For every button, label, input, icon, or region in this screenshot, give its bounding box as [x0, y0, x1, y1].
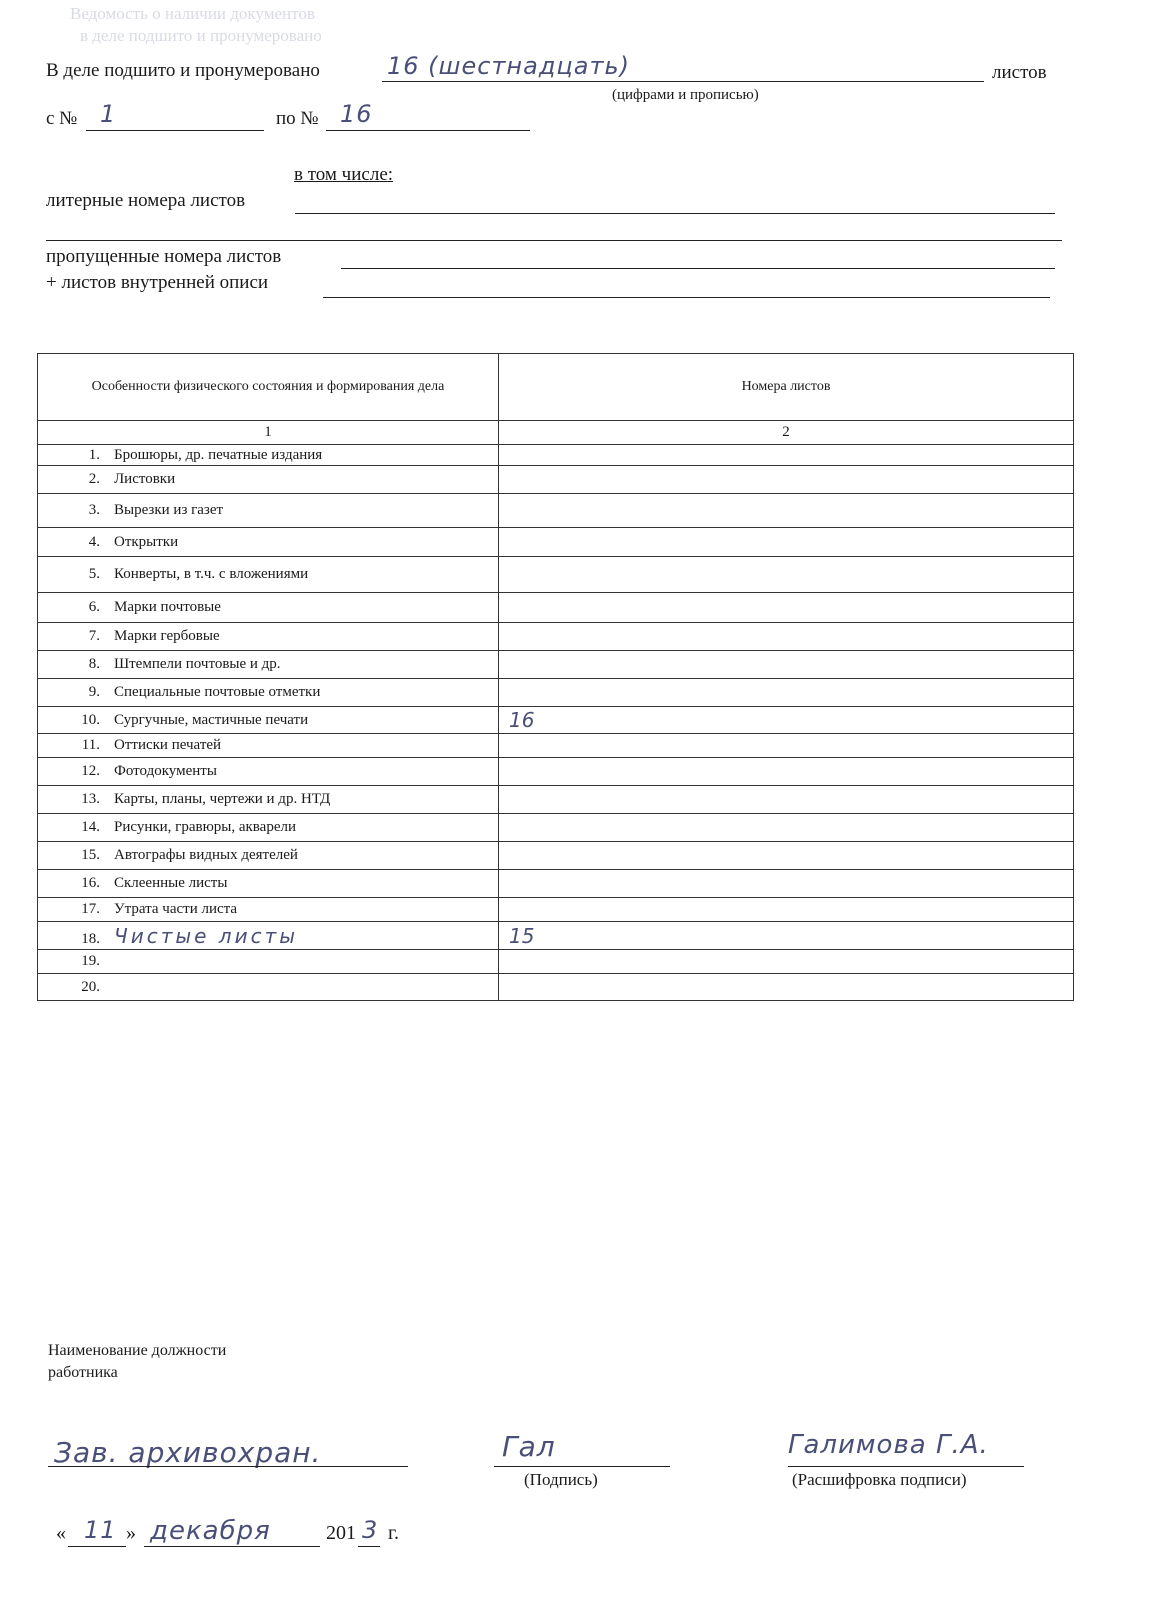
- sheets-count-label: В деле подшито и пронумеровано: [46, 60, 320, 81]
- signature-decode-underline: [788, 1466, 1024, 1467]
- date-close-quote: »: [126, 1522, 136, 1544]
- table-row: [38, 974, 1074, 1001]
- row-label: Конверты, в т.ч. с вложениями: [114, 566, 309, 582]
- features-table: [37, 353, 1074, 1001]
- table-row: [38, 758, 1074, 786]
- internal-inventory-label: + листов внутренней описи: [46, 272, 269, 293]
- row-sheet-numbers: [499, 528, 1074, 557]
- row-number: 5.: [88, 566, 100, 582]
- row-label: Штемпели почтовые и др.: [114, 656, 281, 672]
- row-label: Брошюры, др. печатные издания: [114, 446, 323, 463]
- letter-numbers-line: [295, 213, 1055, 214]
- row-label: Вырезки из газет: [114, 502, 224, 518]
- date-open-quote: «: [56, 1522, 66, 1544]
- table-row: [38, 679, 1074, 707]
- row-sheet-numbers: [499, 679, 1074, 707]
- row-label-handwritten: Чистые листы: [114, 923, 299, 948]
- table-row: [38, 623, 1074, 651]
- row-number: 4.: [88, 533, 100, 550]
- row-sheet-numbers: [499, 466, 1074, 494]
- date-suffix: г.: [388, 1522, 399, 1544]
- row-number: 19.: [81, 953, 100, 969]
- signature-decode-handwritten: Галимова Г.А.: [788, 1430, 989, 1460]
- row-label: Карты, планы, чертежи и др. НТД: [114, 791, 331, 807]
- row-sheet-numbers: [499, 593, 1074, 623]
- row-sheet-numbers: [499, 898, 1074, 922]
- table-row: [38, 707, 1074, 734]
- row-sheet-numbers: 16: [499, 707, 1074, 734]
- row-sheet-numbers: [499, 870, 1074, 898]
- row-sheet-numbers: [499, 950, 1074, 974]
- row-number: 6.: [88, 599, 100, 615]
- row-number: 3.: [88, 502, 100, 518]
- col1-header: Особенности физического состояния и формирования дела: [38, 354, 499, 421]
- row-number: 12.: [81, 763, 100, 779]
- sheets-count-underline: [382, 81, 984, 82]
- signature-underline: [494, 1466, 670, 1467]
- col2-index: 2: [499, 421, 1074, 445]
- table-row: [38, 528, 1074, 557]
- table-row: [38, 898, 1074, 922]
- sheets-count-hint: (цифрами и прописью): [612, 87, 759, 103]
- row-label: Марки гербовые: [114, 628, 220, 644]
- row-label: Специальные почтовые отметки: [114, 684, 321, 700]
- row-number: 10.: [81, 711, 100, 728]
- position-value-handwritten: Зав. архивохран.: [54, 1436, 322, 1469]
- date-month: декабря: [150, 1516, 271, 1546]
- from-number-underline: [86, 130, 264, 131]
- date-month-underline: [144, 1546, 320, 1547]
- row-number: 17.: [81, 901, 100, 917]
- row-sheet-numbers: [499, 651, 1074, 679]
- signature-decode-caption: (Расшифровка подписи): [792, 1470, 967, 1489]
- row-number: 8.: [88, 656, 100, 672]
- sheets-suffix: листов: [992, 62, 1047, 83]
- table-row: [38, 445, 1074, 466]
- row-sheet-numbers: [499, 445, 1074, 466]
- date-year-prefix: 201: [326, 1522, 356, 1544]
- letter-numbers-line-2: [46, 240, 1062, 241]
- row-number: 16.: [81, 875, 100, 891]
- row-number: 18.: [81, 930, 100, 947]
- from-number-value: 1: [100, 100, 117, 128]
- ghost-text-2: в деле подшито и пронумеровано: [80, 26, 322, 45]
- signature-caption: (Подпись): [524, 1470, 598, 1489]
- row-number: 7.: [88, 628, 100, 644]
- position-underline: [48, 1466, 408, 1467]
- col1-index: 1: [38, 421, 499, 445]
- table-row: [38, 786, 1074, 814]
- row-number: 9.: [88, 684, 100, 700]
- row-label: Рисунки, гравюры, акварели: [114, 819, 297, 835]
- table-index-row: [38, 421, 1074, 445]
- internal-inventory-line: [323, 297, 1050, 298]
- row-sheet-numbers: [499, 557, 1074, 593]
- ghost-text-1: Ведомость о наличии документов: [70, 4, 315, 23]
- date-year-digit: 3: [362, 1516, 379, 1544]
- row-label: Открытки: [114, 533, 179, 550]
- table-row: [38, 870, 1074, 898]
- row-label: Автографы видных деятелей: [114, 847, 298, 863]
- from-number-label: с №: [46, 108, 78, 129]
- to-number-value: 16: [340, 100, 373, 128]
- table-row: [38, 842, 1074, 870]
- row-sheet-numbers: [499, 758, 1074, 786]
- row-sheet-numbers: [499, 786, 1074, 814]
- row-sheet-numbers: [499, 494, 1074, 528]
- row-sheet-numbers: [499, 734, 1074, 758]
- letter-numbers-label: литерные номера листов: [46, 190, 246, 211]
- row-sheet-numbers: [499, 814, 1074, 842]
- date-day: 11: [84, 1516, 117, 1544]
- position-label-line1: Наименование должности: [48, 1342, 227, 1359]
- row-label: Марки почтовые: [114, 599, 221, 615]
- row-label: Оттиски печатей: [114, 737, 222, 753]
- row-label: Сургучные, мастичные печати: [114, 711, 309, 728]
- row-sheet-numbers: [499, 842, 1074, 870]
- to-number-underline: [326, 130, 530, 131]
- table-row: [38, 734, 1074, 758]
- row-sheet-numbers: [499, 974, 1074, 1001]
- table-row: [38, 494, 1074, 528]
- signature-handwritten: Гал: [502, 1430, 556, 1463]
- row-label: Листовки: [114, 471, 176, 487]
- row-label: Утрата части листа: [114, 901, 238, 917]
- missing-numbers-label: пропущенные номера листов: [46, 246, 282, 267]
- table-row: [38, 557, 1074, 593]
- row-number: 20.: [81, 978, 100, 995]
- row-number: 2.: [88, 471, 100, 487]
- row-number: 13.: [81, 791, 100, 807]
- row-number: 11.: [81, 737, 100, 753]
- table-row: [38, 922, 1074, 950]
- row-number: 1.: [88, 446, 100, 463]
- table-row: [38, 651, 1074, 679]
- col2-header: Номера листов: [499, 354, 1074, 421]
- to-number-label: по №: [276, 108, 319, 129]
- date-year-underline: [358, 1546, 380, 1547]
- row-sheet-numbers: [499, 623, 1074, 651]
- table-row: [38, 950, 1074, 974]
- row-number: 14.: [81, 819, 100, 835]
- row-label: Фотодокументы: [114, 763, 217, 779]
- table-header-row: [38, 354, 1074, 421]
- table-row: [38, 593, 1074, 623]
- table-row: [38, 466, 1074, 494]
- sheets-count-handwritten: 16 (шестнадцать): [387, 52, 630, 80]
- position-label-line2: работника: [48, 1364, 118, 1381]
- including-label: в том числе:: [294, 164, 394, 185]
- missing-numbers-line: [341, 268, 1055, 269]
- row-sheet-numbers: 15: [499, 922, 1074, 950]
- row-number: 15.: [81, 847, 100, 863]
- table-row: [38, 814, 1074, 842]
- date-day-underline: [68, 1546, 126, 1547]
- row-label: Склеенные листы: [114, 875, 228, 891]
